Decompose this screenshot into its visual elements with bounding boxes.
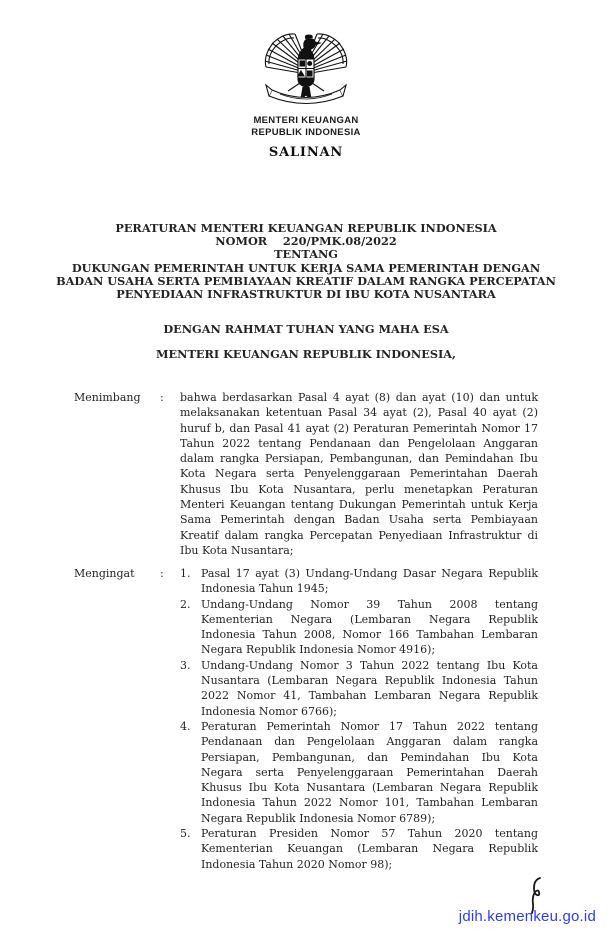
list-item — [180, 658, 538, 719]
invocation-line: DENGAN RAHMAT TUHAN YANG MAHA ESA — [163, 322, 449, 336]
copy-stamp-salinan: SALINAN — [268, 145, 344, 160]
jdih-website-link[interactable]: jdih.kemenkeu.go.id — [458, 908, 596, 925]
regulation-title — [46, 222, 566, 301]
title-line-number: NOMOR 220/PMK.08/2022 — [215, 234, 397, 249]
clause-mengingat — [74, 566, 538, 872]
list-item — [180, 597, 538, 658]
clause-body-menimbang: bahwa berdasarkan Pasal 4 ayat (8) dan ayat (10) dan untuk melaksanakan ketentuan Pasal 34 ayat (2), Pasal 40 ayat (2) huruf b, dan Pasal 41 ayat (2) Peraturan Pemerintah Nomor 17 Tahun 2022 tentang Pendanaan dan Pengelolaan Anggaran dalam rangka Persiapan, Pembangunan, dan Pemindahan Ibu Kota Negara serta Penyelenggaraan Pemerintahan Daerah Khusus Ibu Kota Nusantara, perlu menetapkan Peraturan Menteri Keuangan tentang Dukungan Pemerintah untuk Kerja Sama Pemerintah dengan Badan Usaha serta Pembiayaan Kreatif dalam rangka Percepatan Penyediaan Infrastruktur di Ibu Kota Nusantara; — [180, 391, 538, 557]
mengingat-list — [180, 566, 538, 872]
list-item — [180, 566, 538, 597]
clause-colon: : — [160, 391, 164, 404]
list-item-text: Undang-Undang Nomor 39 Tahun 2008 tentang Kementerian Negara (Lembaran Negara Republik Indonesia Tahun 2008, Nomor 166 Tambahan Lembaran Negara Republik Indonesia Nomor 4916); — [201, 597, 538, 657]
list-item-text: Peraturan Pemerintah Nomor 17 Tahun 2022 tentang Pendanaan dan Pengelolaan Anggaran dalam rangka Persiapan, Pembangunan, dan Pemindahan Ibu Kota Negara serta Penyelenggaraan Pemerintahan Daerah Khusus Ibu Kota Nusantara (Lembaran Negara Republik Indonesia Tahun 2022 Nomor 101, Tambahan Lembaran Negara Republik Indonesia Nomor 6789); — [201, 719, 538, 825]
clause-colon: : — [160, 567, 164, 580]
list-item-number: 2. — [180, 597, 191, 611]
list-item-number: 5. — [180, 827, 191, 841]
clause-menimbang — [74, 390, 538, 558]
letterhead — [0, 33, 612, 160]
title-line-subject-2: BADAN USAHA SERTA PEMBIAYAAN KREATIF DALAM RANGKA PERCEPATAN — [56, 273, 556, 288]
ministry-name-line2: REPUBLIK INDONESIA — [251, 126, 361, 138]
title-line-subject-1: DUKUNGAN PEMERINTAH UNTUK KERJA SAMA PEMERINTAH DENGAN — [71, 260, 541, 275]
ministry-name-line1: MENTERI KEUANGAN — [253, 115, 359, 126]
list-item-number: 4. — [180, 719, 191, 733]
list-item-number: 3. — [180, 658, 191, 672]
title-line-regulation: PERATURAN MENTERI KEUANGAN REPUBLIK INDONESIA — [115, 221, 497, 235]
list-item-text: Peraturan Presiden Nomor 57 Tahun 2020 tentang Kementerian Keuangan (Lembaran Negara Republik Indonesia Tahun 2020 Nomor 98); — [201, 827, 538, 871]
title-line-subject-3: PENYEDIAAN INFRASTRUKTUR DI IBU KOTA NUSANTARA — [116, 287, 496, 302]
garuda-pancasila-emblem-icon — [260, 33, 352, 111]
list-item-text: Pasal 17 ayat (3) Undang-Undang Dasar Negara Republik Indonesia Tahun 1945; — [201, 567, 538, 596]
list-item — [180, 719, 538, 826]
list-item-text: Undang-Undang Nomor 3 Tahun 2022 tentang Ibu Kota Nusantara (Lembaran Negara Republik Indonesia Tahun 2022 Nomor 41, Tambahan Lembaran Negara Republik Indonesia Nomor 6766); — [201, 658, 538, 718]
title-line-tentang: TENTANG — [274, 247, 338, 262]
clause-label-menimbang: Menimbang — [74, 391, 141, 404]
issuer-line: MENTERI KEUANGAN REPUBLIK INDONESIA, — [156, 347, 456, 361]
clause-label-mengingat: Mengingat — [74, 567, 135, 580]
list-item — [180, 826, 538, 872]
list-item-number: 1. — [180, 567, 191, 580]
